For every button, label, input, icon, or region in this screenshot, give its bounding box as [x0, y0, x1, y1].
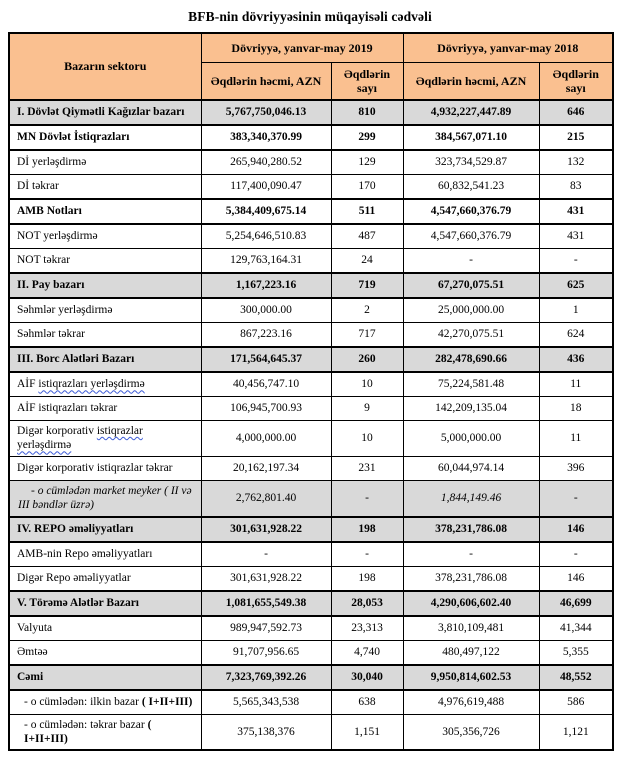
table-row	[9, 347, 613, 372]
count-2018-cell: 48,552	[539, 665, 613, 690]
volume-2018-cell: 378,231,786.08	[403, 517, 539, 542]
header-group-row	[9, 33, 613, 63]
col-header-sector: Bazarın sektoru	[9, 33, 201, 100]
volume-2018-cell: 9,950,814,602.53	[403, 665, 539, 690]
misspelled-text: istiqrazları yerləşdirmə	[38, 378, 145, 391]
sector-cell	[9, 714, 201, 750]
volume-2018-cell: 75,224,581.48	[403, 372, 539, 397]
count-2019-cell: 4,740	[331, 640, 403, 665]
volume-2018-cell: 60,832,541.23	[403, 175, 539, 200]
sector-cell: Dİ yerləşdirmə	[9, 150, 201, 175]
sector-cell: I. Dövlət Qiymətli Kağızlar bazarı	[9, 100, 201, 125]
count-2019-cell: 638	[331, 690, 403, 715]
sector-label: AİF	[17, 378, 39, 391]
sector-cell: AMB-nin Repo əməliyyatları	[9, 542, 201, 567]
col-header-volume-2019: Əqdlərin həcmi, AZN	[201, 63, 331, 101]
volume-2019-cell: 383,340,370.99	[201, 125, 331, 150]
count-2019-cell: 23,313	[331, 616, 403, 641]
sector-cell: II. Pay bazarı	[9, 273, 201, 298]
count-2018-cell: -	[539, 249, 613, 274]
volume-2018-cell: 60,044,974.14	[403, 456, 539, 480]
volume-2018-cell: -	[403, 249, 539, 274]
volume-2018-cell: 4,976,619,488	[403, 690, 539, 715]
count-2018-cell: 146	[539, 517, 613, 542]
count-2019-cell: 299	[331, 125, 403, 150]
count-2019-cell: 717	[331, 323, 403, 348]
sector-cell: Digər Repo əməliyyatlar	[9, 566, 201, 591]
sector-cell: Valyuta	[9, 616, 201, 641]
sector-cell	[9, 421, 201, 457]
sector-label: - o cümlədən: təkrar bazar	[24, 718, 148, 731]
table-row	[9, 273, 613, 298]
count-2019-cell: 1,151	[331, 714, 403, 750]
table-row	[9, 372, 613, 397]
sector-label: - o cümlədən: ilkin bazar	[24, 695, 142, 708]
col-header-count-2018: Əqdlərin sayı	[539, 63, 613, 101]
sector-cell: NOT yerləşdirmə	[9, 224, 201, 249]
volume-2019-cell: 265,940,280.52	[201, 150, 331, 175]
table-row	[9, 591, 613, 616]
count-2018-cell: 11	[539, 421, 613, 457]
volume-2019-cell: -	[201, 542, 331, 567]
count-2018-cell: 11	[539, 372, 613, 397]
sector-cell: IV. REPO əməliyyatları	[9, 517, 201, 542]
sector-cell: MN Dövlət İstiqrazları	[9, 125, 201, 150]
volume-2018-cell: 282,478,690.66	[403, 347, 539, 372]
count-2019-cell: 170	[331, 175, 403, 200]
volume-2018-cell: 142,209,135.04	[403, 397, 539, 421]
volume-2018-cell: 305,356,726	[403, 714, 539, 750]
count-2018-cell: 1,121	[539, 714, 613, 750]
volume-2019-cell: 117,400,090.47	[201, 175, 331, 200]
volume-2019-cell: 129,763,164.31	[201, 249, 331, 274]
table-row	[9, 480, 613, 516]
volume-2019-cell: 375,138,376	[201, 714, 331, 750]
volume-2019-cell: 1,081,655,549.38	[201, 591, 331, 616]
table-row	[9, 199, 613, 224]
count-2018-cell: 5,355	[539, 640, 613, 665]
sector-label-bold: ( I+II+III)	[141, 695, 193, 708]
sector-cell: - o cümlədən market meyker ( II və III bəndlər üzrə)	[9, 480, 201, 516]
sector-cell: III. Borc Alətləri Bazarı	[9, 347, 201, 372]
table-row	[9, 175, 613, 200]
count-2018-cell: 1	[539, 298, 613, 323]
volume-2019-cell: 7,323,769,392.26	[201, 665, 331, 690]
table-row	[9, 517, 613, 542]
volume-2019-cell: 2,762,801.40	[201, 480, 331, 516]
count-2018-cell: 646	[539, 100, 613, 125]
count-2019-cell: 24	[331, 249, 403, 274]
sector-cell: Cəmi	[9, 665, 201, 690]
table-row	[9, 542, 613, 567]
count-2019-cell: 231	[331, 456, 403, 480]
table-row	[9, 714, 613, 750]
count-2019-cell: 10	[331, 372, 403, 397]
count-2018-cell: 132	[539, 150, 613, 175]
sector-cell: V. Törəmə Alətlər Bazarı	[9, 591, 201, 616]
volume-2018-cell: 4,290,606,602.40	[403, 591, 539, 616]
count-2019-cell: 9	[331, 397, 403, 421]
count-2018-cell: 625	[539, 273, 613, 298]
table-row	[9, 125, 613, 150]
volume-2019-cell: 1,167,223.16	[201, 273, 331, 298]
volume-2018-cell: 67,270,075.51	[403, 273, 539, 298]
count-2019-cell: 260	[331, 347, 403, 372]
volume-2019-cell: 20,162,197.34	[201, 456, 331, 480]
volume-2018-cell: 25,000,000.00	[403, 298, 539, 323]
count-2018-cell: 624	[539, 323, 613, 348]
table-row	[9, 249, 613, 274]
col-group-2019: Dövriyyə, yanvar-may 2019	[201, 33, 403, 63]
count-2018-cell: 18	[539, 397, 613, 421]
count-2018-cell: 146	[539, 566, 613, 591]
col-header-volume-2018: Əqdlərin həcmi, AZN	[403, 63, 539, 101]
sector-cell: Səhmlər təkrar	[9, 323, 201, 348]
sector-cell: Digər korporativ istiqrazlar təkrar	[9, 456, 201, 480]
volume-2019-cell: 300,000.00	[201, 298, 331, 323]
count-2019-cell: 28,053	[331, 591, 403, 616]
volume-2019-cell: 301,631,928.22	[201, 566, 331, 591]
table-row	[9, 456, 613, 480]
count-2019-cell: 2	[331, 298, 403, 323]
volume-2018-cell: 480,497,122	[403, 640, 539, 665]
volume-2018-cell: 4,547,660,376.79	[403, 224, 539, 249]
volume-2018-cell: 384,567,071.10	[403, 125, 539, 150]
table-row	[9, 616, 613, 641]
count-2019-cell: -	[331, 542, 403, 567]
table-row	[9, 421, 613, 457]
volume-2018-cell: 3,810,109,481	[403, 616, 539, 641]
sector-cell: Əmtəə	[9, 640, 201, 665]
sector-label: Digər korporativ	[17, 425, 97, 437]
count-2019-cell: 10	[331, 421, 403, 457]
volume-2018-cell: 378,231,786.08	[403, 566, 539, 591]
volume-2019-cell: 106,945,700.93	[201, 397, 331, 421]
count-2018-cell: 46,699	[539, 591, 613, 616]
count-2018-cell: -	[539, 480, 613, 516]
sector-cell: NOT təkrar	[9, 249, 201, 274]
table-body	[9, 100, 613, 750]
volume-2019-cell: 5,565,343,538	[201, 690, 331, 715]
volume-2019-cell: 5,767,750,046.13	[201, 100, 331, 125]
count-2019-cell: 511	[331, 199, 403, 224]
count-2018-cell: 586	[539, 690, 613, 715]
volume-2019-cell: 989,947,592.73	[201, 616, 331, 641]
volume-2019-cell: 867,223.16	[201, 323, 331, 348]
table-row	[9, 150, 613, 175]
count-2019-cell: 487	[331, 224, 403, 249]
count-2019-cell: 30,040	[331, 665, 403, 690]
count-2018-cell: 41,344	[539, 616, 613, 641]
table-row	[9, 640, 613, 665]
misspelled-text: istiqrazlar yerləşdirmə	[17, 425, 143, 452]
volume-2018-cell: 4,932,227,447.89	[403, 100, 539, 125]
volume-2018-cell: 5,000,000.00	[403, 421, 539, 457]
sector-cell	[9, 690, 201, 715]
table-row	[9, 690, 613, 715]
col-group-2018: Dövriyyə, yanvar-may 2018	[403, 33, 613, 63]
volume-2019-cell: 40,456,747.10	[201, 372, 331, 397]
sector-cell: Dİ təkrar	[9, 175, 201, 200]
volume-2018-cell: 42,270,075.51	[403, 323, 539, 348]
table-row	[9, 100, 613, 125]
count-2018-cell: 436	[539, 347, 613, 372]
table-row	[9, 566, 613, 591]
volume-2018-cell: 4,547,660,376.79	[403, 199, 539, 224]
sector-cell	[9, 372, 201, 397]
volume-2019-cell: 301,631,928.22	[201, 517, 331, 542]
sector-label-bold: ( I+II+III)	[24, 718, 152, 745]
volume-2018-cell: 1,844,149.46	[403, 480, 539, 516]
volume-2019-cell: 4,000,000.00	[201, 421, 331, 457]
col-header-count-2019: Əqdlərin sayı	[331, 63, 403, 101]
table-header	[9, 33, 613, 100]
volume-2019-cell: 91,707,956.65	[201, 640, 331, 665]
count-2019-cell: 719	[331, 273, 403, 298]
table-row	[9, 298, 613, 323]
sector-cell: AİF istiqrazları təkrar	[9, 397, 201, 421]
table-row	[9, 665, 613, 690]
count-2018-cell: -	[539, 542, 613, 567]
count-2019-cell: 810	[331, 100, 403, 125]
count-2018-cell: 83	[539, 175, 613, 200]
table-row	[9, 323, 613, 348]
volume-2019-cell: 5,254,646,510.83	[201, 224, 331, 249]
count-2018-cell: 431	[539, 224, 613, 249]
table-row	[9, 397, 613, 421]
volume-2018-cell: -	[403, 542, 539, 567]
table-row	[9, 224, 613, 249]
count-2019-cell: 198	[331, 566, 403, 591]
volume-2018-cell: 323,734,529.87	[403, 150, 539, 175]
count-2019-cell: -	[331, 480, 403, 516]
count-2018-cell: 215	[539, 125, 613, 150]
count-2018-cell: 396	[539, 456, 613, 480]
volume-2019-cell: 5,384,409,675.14	[201, 199, 331, 224]
count-2018-cell: 431	[539, 199, 613, 224]
count-2019-cell: 129	[331, 150, 403, 175]
sector-cell: AMB Notları	[9, 199, 201, 224]
turnover-comparison-table	[8, 32, 614, 751]
count-2019-cell: 198	[331, 517, 403, 542]
page-title: BFB-nin dövriyyəsinin müqayisəli cədvəli	[188, 9, 432, 24]
sector-cell: Səhmlər yerləşdirmə	[9, 298, 201, 323]
volume-2019-cell: 171,564,645.37	[201, 347, 331, 372]
